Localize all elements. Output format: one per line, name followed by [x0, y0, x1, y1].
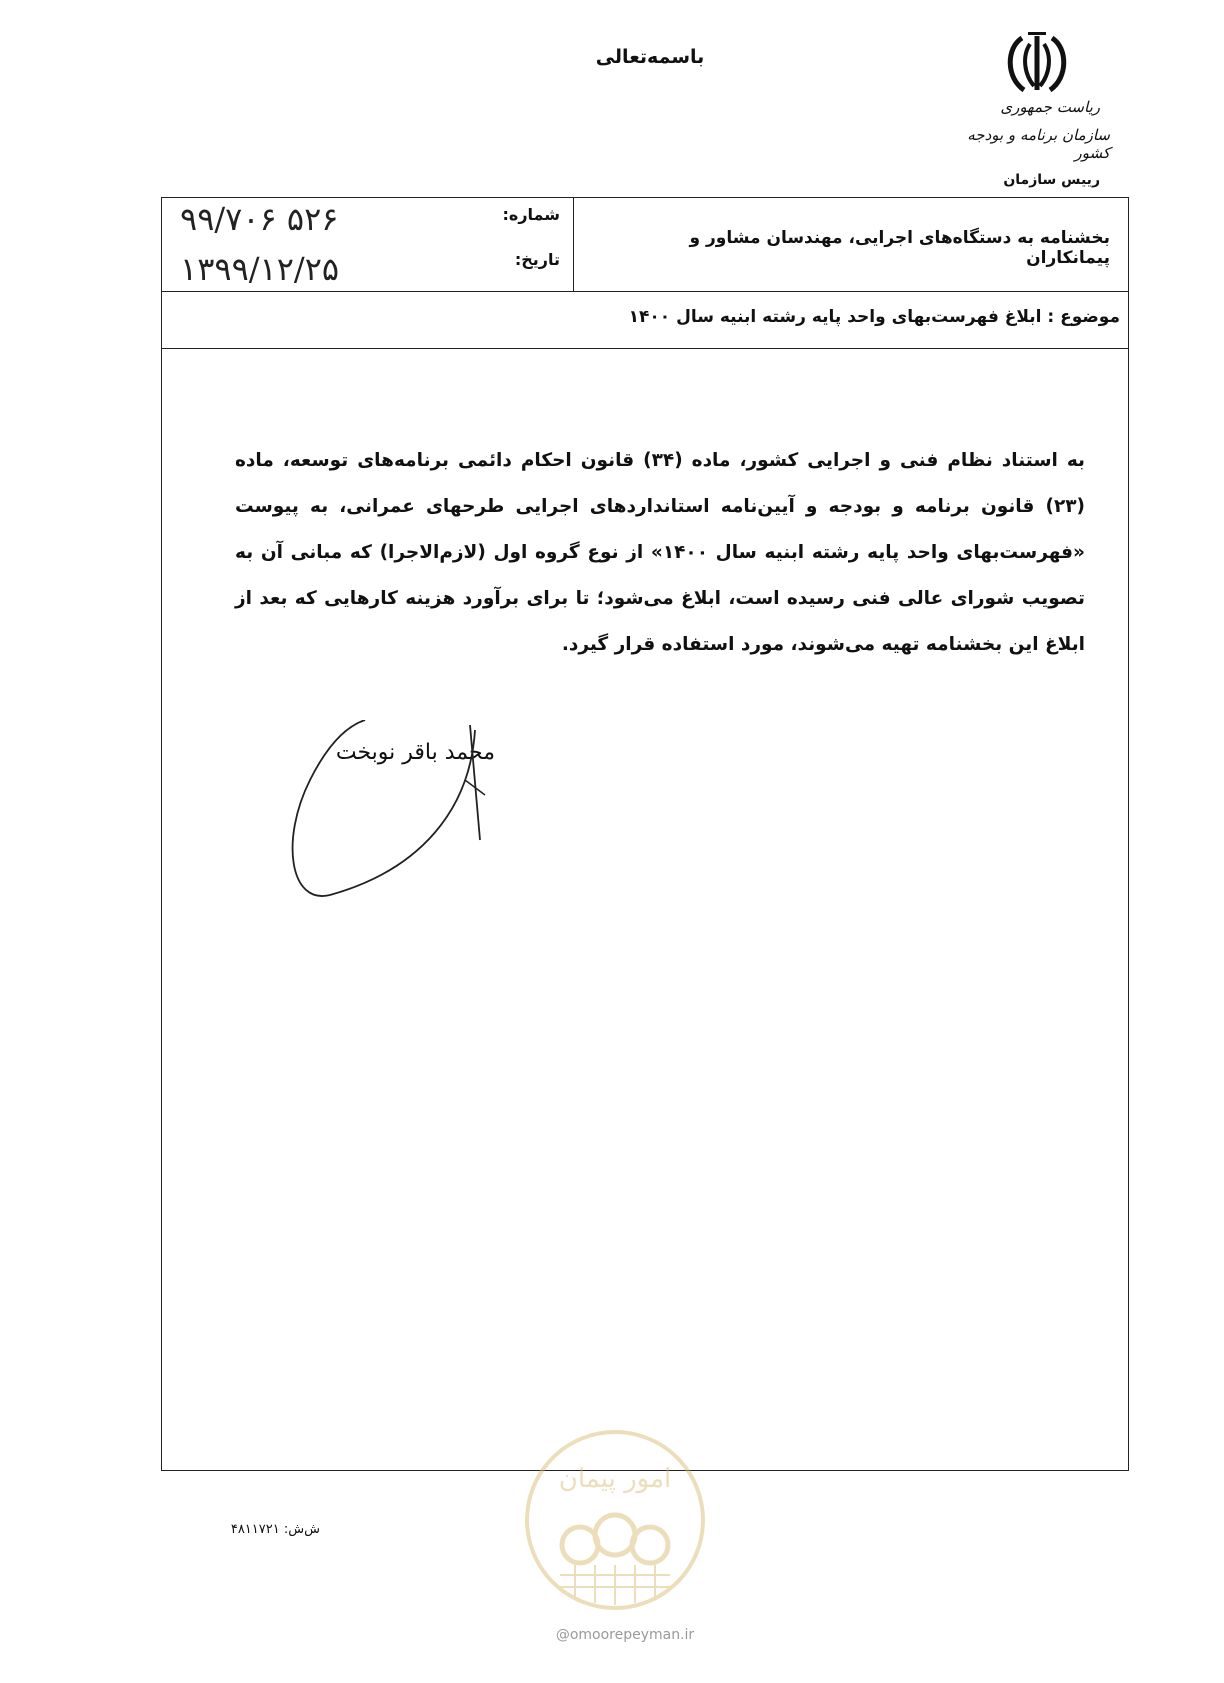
date-value: ۱۳۹۹/۱۲/۲۵ [180, 250, 340, 288]
org-presidency: ریاست جمهوری [1000, 98, 1100, 116]
recipients-line: بخشنامه به دستگاه‌های اجرایی، مهندسان مشاور و پیمانکاران [689, 228, 1110, 268]
org-name: سازمان برنامه و بودجه کشور [967, 126, 1110, 162]
divider-line [161, 291, 1129, 292]
footer-code: ش‌ش: ۴۸۱۱۷۲۱ [230, 1522, 320, 1537]
body-paragraph: به استناد نظام فنی و اجرایی کشور، ماده (۳۴) قانون احکام دائمی برنامه‌های توسعه، ماده (۲۳) قانون برنامه و بودجه و آیین‌نامه استانداردهای اجرایی طرحهای عمرانی، به پیوست «فهرست‌بهای واحد پایه رشته ابنیه سال ۱۴۰۰» از نوع گروه اول (لازم‌الاجرا) که مبانی آن به تصویب شورای عالی فنی رسیده است، ابلاغ می‌شود؛ تا برای برآورد هزینه کارهایی که بعد از ابلاغ این بخشنامه تهیه می‌شوند، مورد استفاده قرار گیرد. [235, 450, 1086, 655]
iran-emblem-icon [1000, 30, 1074, 98]
signer-name: محمد باقر نوبخت [335, 740, 495, 765]
divider-line [161, 348, 1129, 349]
subject-line: موضوع : ابلاغ فهرست‌بهای واحد پایه رشته ابنیه سال ۱۴۰۰ [628, 307, 1120, 327]
date-label: تاریخ: [514, 250, 560, 269]
watermark-logo [520, 1425, 710, 1615]
signature-mark [270, 720, 530, 950]
org-head-title: رییس سازمان [1003, 172, 1100, 188]
number-value: ۹۹/۷۰۶ ۵۲۶ [180, 200, 339, 238]
watermark-site: @omoorepeyman.ir [555, 1627, 695, 1643]
besmellah-heading: باسمه‌تعالی [595, 46, 705, 68]
watermark-text: امور پیمان [558, 1464, 672, 1494]
divider-line [573, 197, 574, 291]
number-label: شماره: [502, 205, 560, 224]
